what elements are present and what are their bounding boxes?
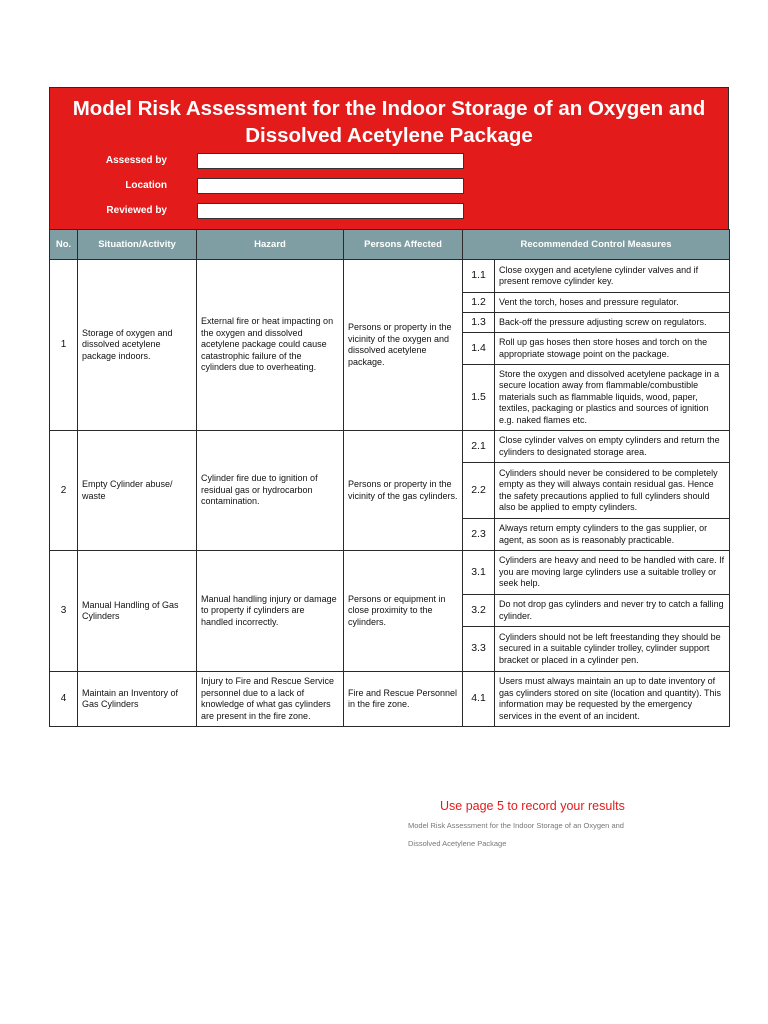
measure-text: Close cylinder valves on empty cylinders and return the cylinders to designated storage area.: [495, 431, 730, 463]
measure-id: 1.1: [463, 260, 495, 293]
situation-cell: Empty Cylinder abuse/ waste: [78, 431, 197, 551]
location-field[interactable]: [197, 178, 464, 194]
row-number: 2: [50, 431, 78, 551]
measure-id: 1.5: [463, 365, 495, 431]
footer-caption-line-2: Dissolved Acetylene Package: [408, 839, 507, 848]
column-header-persons: Persons Affected: [344, 230, 463, 260]
measure-id: 3.2: [463, 595, 495, 627]
measure-text: Do not drop gas cylinders and never try to catch a falling cylinder.: [495, 595, 730, 627]
measure-id: 1.3: [463, 313, 495, 333]
measure-text: Cylinders should not be left freestanding they should be secured in a suitable cylinder trolley, cylinder support bracket or placed in a cylinder pen.: [495, 627, 730, 672]
table-row: [50, 260, 730, 293]
reviewed-by-label: Reviewed by: [106, 205, 167, 216]
column-header-situation: Situation/Activity: [78, 230, 197, 260]
measure-text: Roll up gas hoses then store hoses and torch on the appropriate stowage point on the package.: [495, 333, 730, 365]
risk-table: [49, 229, 730, 727]
location-label: Location: [125, 180, 167, 191]
risk-assessment-document: [49, 87, 729, 727]
measure-id: 2.1: [463, 431, 495, 463]
persons-cell: Persons or property in the vicinity of the oxygen and dissolved acetylene package.: [344, 260, 463, 431]
hazard-cell: Cylinder fire due to ignition of residual gas or hydrocarbon contamination.: [197, 431, 344, 551]
table-row: [50, 431, 730, 463]
measure-id: 2.2: [463, 463, 495, 519]
assessed-by-row: [50, 153, 470, 169]
hazard-cell: Injury to Fire and Rescue Service personnel due to a lack of knowledge of what gas cylinders are present in the fire zone.: [197, 672, 344, 727]
persons-cell: Persons or equipment in close proximity to the cylinders.: [344, 551, 463, 672]
reviewed-by-field[interactable]: [197, 203, 464, 219]
row-number: 4: [50, 672, 78, 727]
measure-text: Cylinders are heavy and need to be handled with care. If you are moving large cylinders use a suitable trolley or seek help.: [495, 551, 730, 595]
assessed-by-field[interactable]: [197, 153, 464, 169]
table-header-row: [50, 230, 730, 260]
measure-text: Back-off the pressure adjusting screw on regulators.: [495, 313, 730, 333]
measure-id: 1.4: [463, 333, 495, 365]
situation-cell: Maintain an Inventory of Gas Cylinders: [78, 672, 197, 727]
measure-text: Cylinders should never be considered to be completely empty as they will always contain residual gas. Hence the safety precautions applied to full cylinders should also be applied to empty cylinders.: [495, 463, 730, 519]
title-line-1: Model Risk Assessment for the Indoor Storage of an Oxygen and: [72, 97, 706, 120]
measure-id: 4.1: [463, 672, 495, 727]
measure-id: 3.3: [463, 627, 495, 672]
hazard-cell: Manual handling injury or damage to property if cylinders are handled incorrectly.: [197, 551, 344, 672]
table-row: [50, 551, 730, 595]
title-banner: [49, 87, 729, 229]
measure-id: 1.2: [463, 293, 495, 313]
assessed-by-label: Assessed by: [105, 155, 167, 166]
footer-caption-line-1: Model Risk Assessment for the Indoor Storage of an Oxygen and: [408, 821, 624, 830]
measure-id: 3.1: [463, 551, 495, 595]
situation-cell: Storage of oxygen and dissolved acetylene package indoors.: [78, 260, 197, 431]
reviewed-by-row: [50, 203, 470, 219]
measure-text: Always return empty cylinders to the gas supplier, or agent, as soon as is reasonably practicable.: [495, 519, 730, 551]
measure-text: Store the oxygen and dissolved acetylene package in a secure location away from flammable/combustible materials such as flammable liquids, wood, paper, textiles, packaging or plastics and sources of ignition e.g. naked flames etc.: [495, 365, 730, 431]
measure-text: Close oxygen and acetylene cylinder valves and if present remove cylinder key.: [495, 260, 730, 293]
measure-text: Vent the torch, hoses and pressure regulator.: [495, 293, 730, 313]
location-row: [50, 178, 470, 194]
column-header-measures: Recommended Control Measures: [463, 230, 730, 260]
title-line-2: Dissolved Acetylene Package: [245, 124, 533, 147]
row-number: 3: [50, 551, 78, 672]
measure-text: Users must always maintain an up to date inventory of gas cylinders stored on site (location and quantity). This information may be requested by the emergency services in the event of an incident.: [495, 672, 730, 727]
persons-cell: Fire and Rescue Personnel in the fire zone.: [344, 672, 463, 727]
column-header-no: No.: [50, 230, 78, 260]
persons-cell: Persons or property in the vicinity of the gas cylinders.: [344, 431, 463, 551]
situation-cell: Manual Handling of Gas Cylinders: [78, 551, 197, 672]
column-header-hazard: Hazard: [197, 230, 344, 260]
table-row: [50, 672, 730, 727]
record-results-note: Use page 5 to record your results: [440, 799, 625, 813]
document-title: [50, 95, 728, 149]
hazard-cell: External fire or heat impacting on the oxygen and dissolved acetylene package could cause catastrophic failure of the cylinders due to overheating.: [197, 260, 344, 431]
row-number: 1: [50, 260, 78, 431]
measure-id: 2.3: [463, 519, 495, 551]
